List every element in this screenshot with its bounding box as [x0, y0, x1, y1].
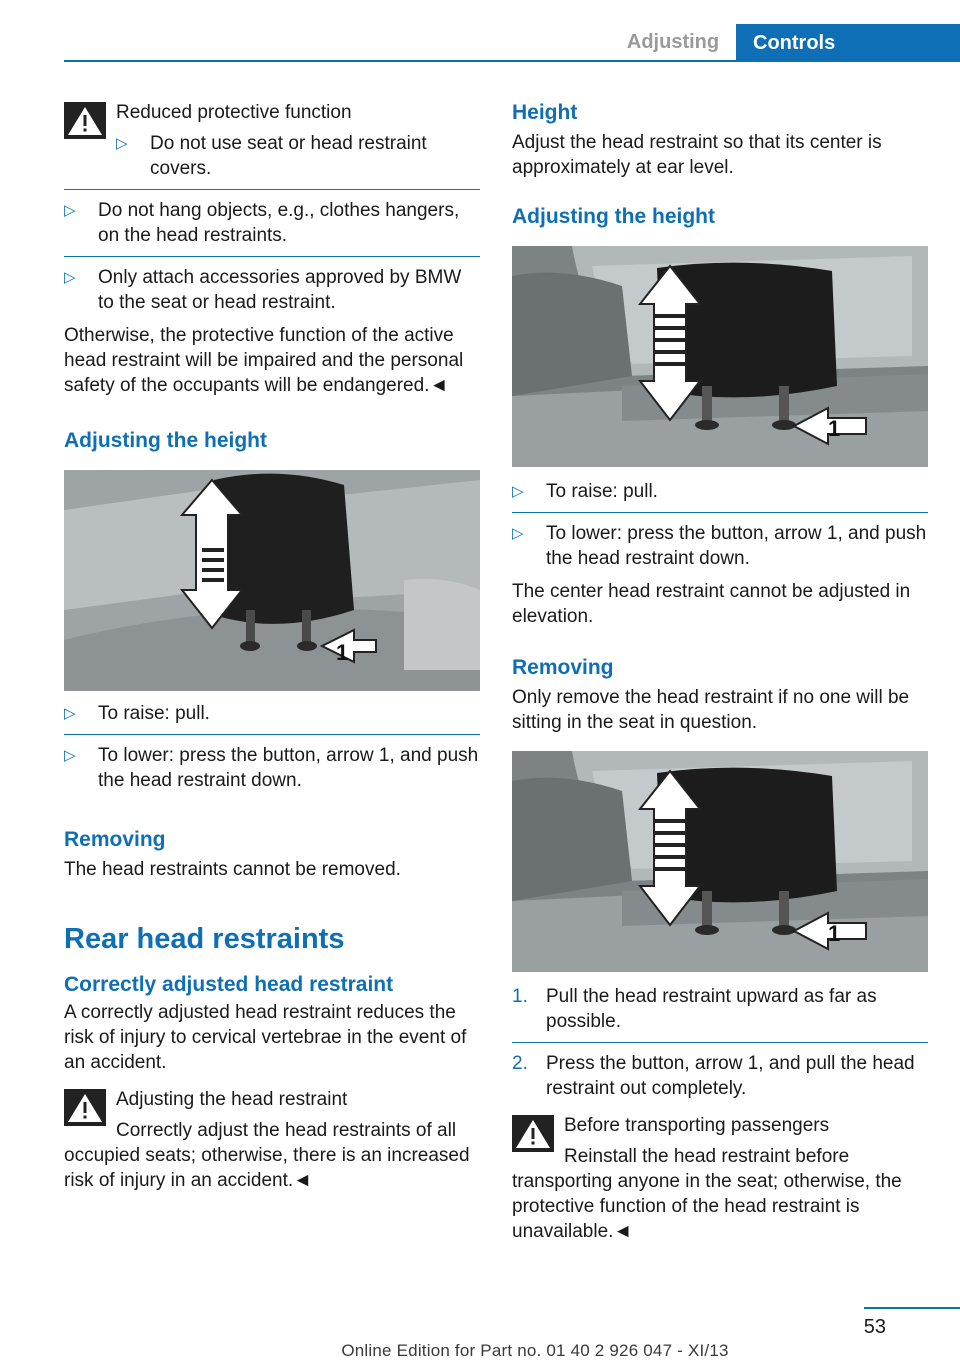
header-rule [64, 60, 960, 62]
warning-icon [64, 102, 106, 139]
warning-adjusting-head-restraint [64, 1087, 480, 1193]
divider [512, 512, 928, 513]
bullet-triangle-icon: ▷ [512, 483, 524, 500]
bullet-triangle-icon: ▷ [64, 705, 76, 722]
section-heading: Height [512, 101, 578, 124]
body-paragraph: Otherwise, the protective function of the active head restraint will be impaired and the personal safety of the occupants will be endangered.◄ [64, 325, 464, 396]
section-heading: Adjusting the height [64, 429, 267, 452]
list-item [64, 743, 480, 793]
warning-body: Reinstall the head restraint before transporting anyone in the seat; otherwise, the protective function of the head restraint is unavailable.◄ [512, 1146, 902, 1242]
header-tab-controls: Controls [736, 24, 960, 62]
figure-head-restraint-rear-removal [512, 751, 928, 972]
step-number: 2. [512, 1053, 528, 1074]
step-text: Press the button, arrow 1, and pull the head restraint out completely. [546, 1053, 915, 1099]
section-heading: Correctly adjusted head restraint [64, 973, 394, 996]
bullet-triangle-icon: ▷ [512, 525, 524, 542]
warning-body: Correctly adjust the head restraints of all occupied seats; otherwise, there is an increased risk of injury in an accident.◄ [64, 1120, 470, 1191]
list-item-text: Do not hang objects, e.g., clothes hangers, on the head restraints. [98, 200, 460, 246]
section-heading: Adjusting the height [512, 205, 715, 228]
head-restraint-illustration [64, 470, 480, 691]
list-item [512, 521, 928, 571]
list-item-text: Only attach accessories approved by BMW to the seat or head restraint. [98, 267, 462, 313]
warning-before-transporting [512, 1113, 928, 1244]
list-item [64, 701, 480, 726]
footer-edition: Online Edition for Part no. 01 40 2 926 047 - XI/13 [341, 1341, 729, 1360]
rear-head-restraint-illustration [512, 246, 928, 467]
divider [64, 734, 480, 735]
section-heading: Removing [512, 656, 614, 679]
divider [64, 189, 480, 190]
step-number: 1. [512, 986, 528, 1007]
callout-label: 1 [828, 416, 841, 441]
numbered-step [512, 984, 928, 1034]
chapter-heading: Rear head restraints [64, 923, 345, 955]
warning-title: Before transporting passengers [564, 1115, 830, 1136]
header-tab-adjusting: Adjusting [626, 31, 720, 53]
list-item-text: To lower: press the button, arrow 1, and push the head restraint down. [98, 745, 479, 791]
body-paragraph: Adjust the head restraint so that its center is approximately at ear level. [512, 132, 882, 178]
warning-reduced-protection [64, 100, 480, 181]
divider [512, 1042, 928, 1043]
bullet-triangle-icon: ▷ [64, 202, 76, 219]
section-heading: Removing [64, 828, 166, 851]
numbered-step [512, 1051, 928, 1101]
footer-rule [864, 1307, 960, 1309]
list-item-text: To lower: press the button, arrow 1, and push the head restraint down. [546, 523, 927, 569]
list-item [64, 265, 480, 315]
body-paragraph: The center head restraint cannot be adjusted in elevation. [512, 581, 911, 627]
left-column [64, 100, 480, 1193]
list-item [64, 198, 480, 248]
body-paragraph: A correctly adjusted head restraint reduces the risk of injury to cervical vertebrae in the event of an accident. [64, 1002, 467, 1073]
figure-head-restraint-rear-height [512, 246, 928, 467]
bullet-triangle-icon: ▷ [116, 135, 128, 152]
bullet-triangle-icon: ▷ [64, 747, 76, 764]
warning-icon [64, 1089, 106, 1126]
warning-icon [512, 1115, 554, 1152]
figure-head-restraint-front [64, 470, 480, 691]
list-item-text: To raise: pull. [546, 481, 658, 502]
list-item [116, 131, 480, 181]
list-item-text: Do not use seat or head restraint covers. [150, 133, 427, 179]
step-text: Pull the head restraint upward as far as possible. [546, 986, 877, 1032]
warning-title: Reduced protective function [116, 102, 352, 123]
bullet-triangle-icon: ▷ [64, 269, 76, 286]
rear-head-restraint-illustration [512, 751, 928, 972]
list-item [512, 479, 928, 504]
warning-title: Adjusting the head restraint [116, 1089, 348, 1110]
body-paragraph: Only remove the head restraint if no one will be sitting in the seat in question. [512, 687, 910, 733]
right-column [512, 100, 928, 1244]
callout-label: 1 [336, 640, 349, 665]
callout-label: 1 [828, 921, 841, 946]
body-paragraph: The head restraints cannot be removed. [64, 859, 401, 880]
page-number: 53 [863, 1316, 886, 1338]
divider [64, 256, 480, 257]
list-item-text: To raise: pull. [98, 703, 210, 724]
